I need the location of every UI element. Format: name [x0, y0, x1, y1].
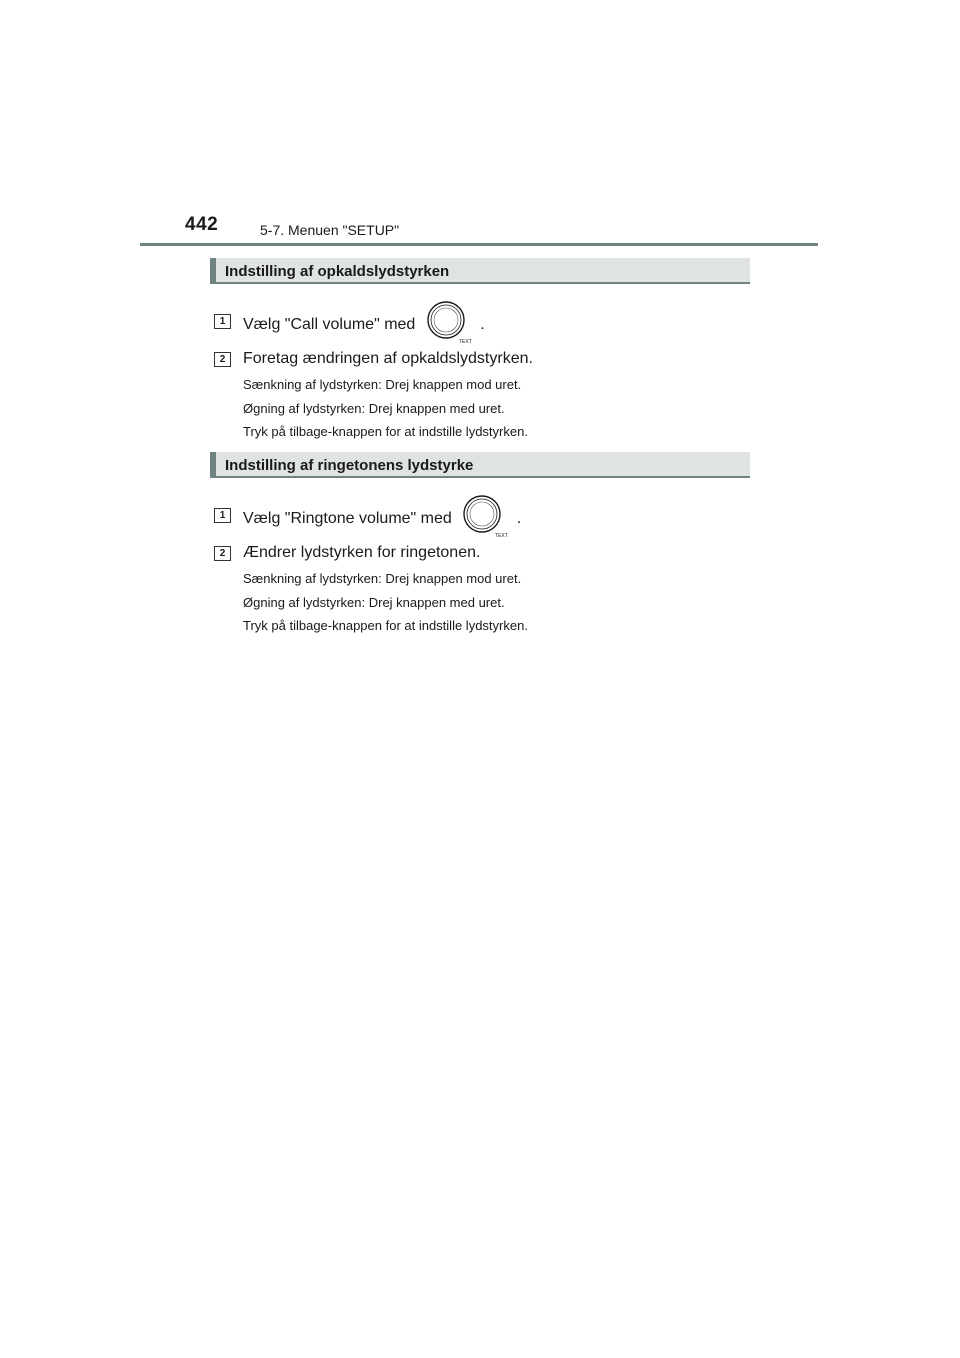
section-heading-call-volume	[210, 258, 750, 284]
text-knob-icon	[426, 300, 470, 349]
section-heading-text: Indstilling af ringetonens lydstyrke	[225, 457, 474, 474]
note-back-button: Tryk på tilbage-knappen for at indstille lydstyrken.	[243, 618, 528, 633]
step-text-change-call-volume: Foretag ændringen af opkaldslydstyrken.	[243, 350, 533, 367]
note-back-button: Tryk på tilbage-knappen for at indstille lydstyrken.	[243, 424, 528, 439]
step-text-before: Vælg "Ringtone volume" med	[243, 509, 452, 527]
step-text-select-ringtone-volume	[243, 494, 521, 543]
step-text-select-call-volume	[243, 300, 485, 349]
step-number-badge: 2	[214, 352, 231, 367]
text-knob-icon	[462, 494, 509, 543]
note-increase-volume: Øgning af lydstyrken: Drej knappen med uret.	[243, 401, 505, 416]
note-decrease-volume: Sænkning af lydstyrken: Drej knappen mod uret.	[243, 377, 522, 392]
section-heading-text: Indstilling af opkaldslydstyrken	[225, 263, 450, 280]
running-header: 5-7. Menuen "SETUP"	[260, 222, 400, 238]
page-number: 442	[185, 214, 219, 235]
knob-label: TEXT	[458, 339, 472, 345]
knob-label: TEXT	[495, 533, 509, 539]
step-text-after: .	[516, 509, 522, 527]
step-text-before: Vælg "Call volume" med	[243, 315, 416, 333]
step-number-badge: 1	[214, 314, 231, 329]
step-number-badge: 2	[214, 546, 231, 561]
header-divider	[140, 243, 818, 246]
step-number-badge: 1	[214, 508, 231, 523]
section-heading-ringtone-volume	[210, 452, 750, 478]
note-increase-volume: Øgning af lydstyrken: Drej knappen med uret.	[243, 595, 505, 610]
step-text-change-ringtone-volume: Ændrer lydstyrken for ringetonen.	[243, 544, 481, 561]
step-text-after: .	[480, 315, 485, 333]
note-decrease-volume: Sænkning af lydstyrken: Drej knappen mod uret.	[243, 571, 522, 586]
